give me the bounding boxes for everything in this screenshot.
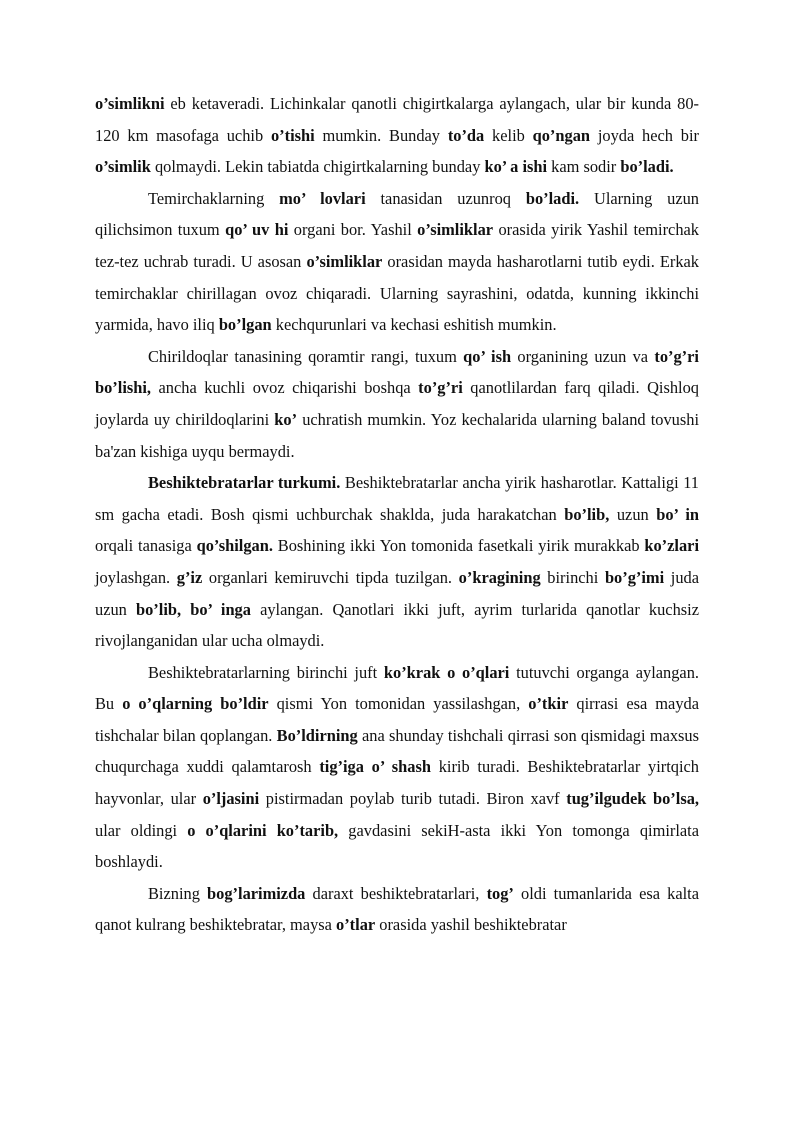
text-run: uchratish mumkin. Yoz kechalarida ularning baland tovushi ba'zan kishiga uyqu bermaydi. (95, 409, 699, 461)
text-run: o’tkir (528, 694, 569, 714)
text-run: qismi Yon tomonidan yassilashgan, (268, 694, 529, 714)
text-run: bo’ladi. (525, 188, 580, 208)
text-run: kelib (484, 125, 533, 145)
text-run: qirrasi esa mayda tishchalar bilan qoplangan. (95, 694, 699, 745)
text-run: Beshiktebratarlarning birinchi juft (148, 662, 384, 682)
text-run: qanotlilardan farq qiladi. Qishloq joylarda uy chirildoqlarini (95, 378, 699, 429)
text-run: to’da (447, 125, 485, 145)
text-run: kam sodir (547, 157, 621, 177)
text-run: kechqurunlari va kechasi eshitish mumkin. (271, 315, 557, 335)
text-run: ko’ (274, 409, 298, 429)
text-run: bo’ladi. (620, 157, 674, 177)
text-run: o’simlik (95, 157, 151, 177)
text-run: eb ketaveradi. Lichinkalar qanotli chigirtkalarga aylangach, ular bir kunda 80-120 km masofaga uchib (95, 94, 700, 145)
text-run: orasida yirik Yashil temirchak tez-tez uchrab turadi. U asosan (95, 220, 699, 271)
text-run: gavdasini sekiH-asta ikki Yon tomonga qimirlata boshlaydi. (95, 820, 700, 872)
text-run: ko’ a ishi (484, 157, 548, 177)
text-run: tutuvchi organga aylangan. Bu (95, 662, 699, 714)
text-run: tanasidan uzunroq (365, 188, 526, 208)
text-run: to’g’ri bo’lishi, (95, 346, 699, 398)
text-run: bog’larimizda (207, 883, 306, 903)
text-run: daraxt beshiktebratarlari, (305, 883, 487, 903)
text-run: Bo’ldirning (276, 725, 358, 745)
text-run: bo’lib, bo’ inga (136, 599, 251, 619)
text-run: organining uzun va (511, 346, 655, 366)
text-run: Bizning (148, 883, 208, 903)
text-run: orasida yashil beshiktebratar (375, 915, 567, 935)
text-run: o’ljasini (202, 789, 260, 809)
paragraph-5 (95, 657, 699, 878)
text-run: Ularning uzun qilichsimon tuxum (95, 188, 699, 240)
text-run: to’g’ri (418, 378, 463, 398)
text-run: tog’ (486, 883, 514, 903)
text-run: kirib turadi. Beshiktebratarlar yirtqich hayvonlar, ular (95, 757, 699, 809)
text-run: Boshining ikki Yon tomonida fasetkali yirik murakkab (272, 536, 645, 556)
paragraph-1 (95, 88, 699, 183)
text-run: o’simliklar (306, 251, 383, 271)
text-run: organi bor. Yashil (288, 220, 418, 240)
document-page (95, 88, 699, 941)
text-run: bo’g’imi (604, 567, 665, 587)
text-run: qo’ngan (532, 125, 591, 145)
paragraph-2 (95, 183, 699, 341)
text-run: g’iz (176, 567, 203, 587)
text-run: o’kragining (458, 567, 541, 587)
text-run: qo’ ish (463, 346, 512, 366)
text-run: oldi tumanlarida esa kalta qanot kulrang beshiktebratar, maysa (95, 883, 700, 935)
text-run: o o’qlarini ko’tarib, (187, 820, 339, 840)
text-run: juda uzun (95, 567, 699, 619)
paragraph-4 (95, 467, 699, 657)
text-run: mumkin. Bunday (314, 125, 448, 145)
text-run: Chirildoqlar tanasining qoramtir rangi, tuxum (148, 346, 464, 366)
text-run: o o’qlarning bo’ldir (122, 694, 269, 714)
text-run: tug’ilgudek bo’lsa, (566, 789, 699, 809)
text-run: mo’ lovlari (279, 188, 366, 208)
text-run: bo’ in (656, 504, 699, 524)
text-run: birinchi (540, 567, 605, 587)
text-run: organlari kemiruvchi tipda tuzilgan. (202, 567, 459, 587)
paragraph-6 (95, 878, 699, 941)
text-run: qolmaydi. Lekin tabiatda chigirtkalarning bunday (150, 157, 485, 177)
text-run: joyda hech bir (590, 125, 699, 145)
text-run: joylashgan. (95, 567, 177, 587)
text-run: Beshiktebratarlar ancha yirik hasharotlar. Kattaligi 11 sm gacha etadi. Bosh qismi uchburchak shaklda, juda harakatchan (95, 473, 699, 524)
text-run: orqali tanasiga (95, 536, 197, 556)
text-run: bo’lgan (218, 315, 272, 335)
text-run: pistirmadan poylab turib tutadi. Biron xavf (259, 789, 567, 809)
text-run: aylangan. Qanotlari ikki juft, ayrim turlarida qanotlar kuchsiz rivojlanganidan ular ucha olmaydi. (95, 599, 699, 651)
section-heading: Beshiktebratarlar turkumi. (148, 473, 341, 493)
text-run: qo’ uv hi (225, 220, 289, 240)
text-run: ko’zlari (644, 536, 699, 556)
text-run: o’simlikni (95, 94, 171, 113)
text-run: o’tlar (336, 915, 376, 935)
text-run: ko’krak o o’qlari (383, 662, 510, 682)
text-run: o’tishi (270, 125, 315, 145)
text-run: uzun (609, 504, 657, 524)
text-run: ana shunday tishchali qirrasi son qismidagi maxsus chuqurchaga xuddi qalamtarosh (95, 725, 699, 777)
text-run: Temirchaklarning (148, 188, 280, 208)
text-run: o’simliklar (417, 220, 494, 240)
text-run: ular oldingi (95, 820, 188, 840)
text-run: tig’iga o’ shash (319, 757, 431, 777)
text-run: bo’lib, (564, 504, 610, 524)
paragraph-3 (95, 341, 699, 467)
text-run: qo’shilgan. (196, 536, 273, 556)
text-run: ancha kuchli ovoz chiqarishi boshqa (151, 378, 419, 398)
text-run: orasidan mayda hasharotlarni tutib eydi. Erkak temirchaklar chirillagan ovoz chiqaradi. Ularning sayrashini, odatda, kunning ikkinchi yarmida, havo iliq (95, 251, 699, 335)
